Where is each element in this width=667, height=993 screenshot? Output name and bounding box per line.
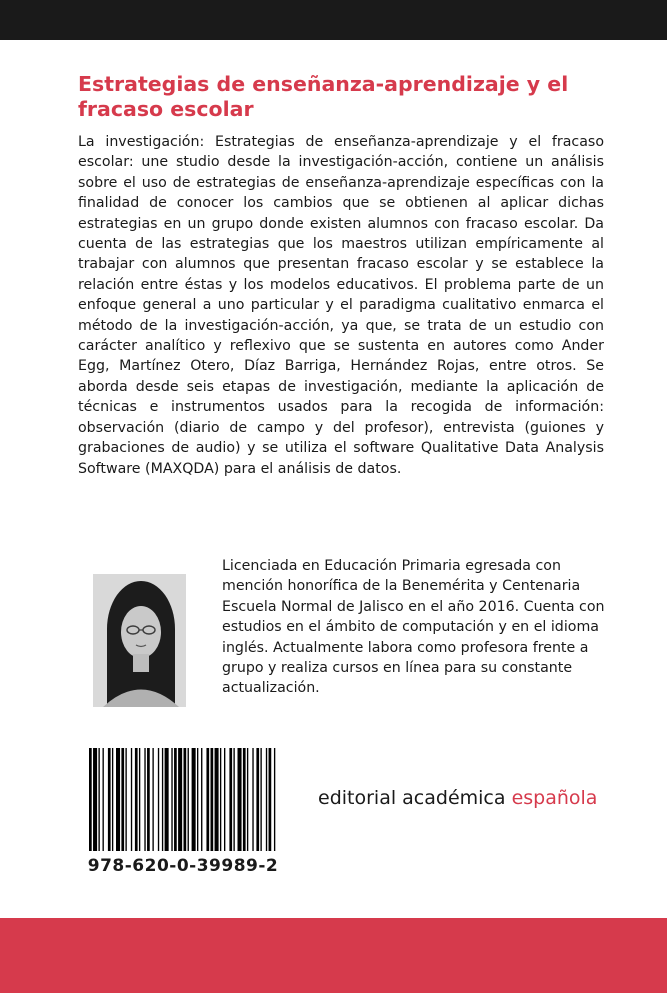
barcode-bar	[247, 748, 248, 851]
barcode-bar	[162, 748, 163, 851]
barcode-bar	[211, 748, 214, 851]
barcode-bar	[229, 748, 232, 851]
barcode-bar	[220, 748, 221, 851]
barcode-bar	[192, 748, 196, 851]
barcode-bar	[233, 748, 234, 851]
barcode-bar	[98, 748, 99, 851]
barcode-bar	[260, 748, 261, 851]
barcode-bar	[135, 748, 138, 851]
top-band	[0, 0, 667, 40]
barcode-bar	[274, 748, 275, 851]
barcode-bar	[269, 748, 272, 851]
barcode-bar	[188, 748, 189, 851]
barcode-bar	[125, 748, 126, 851]
barcode-bar	[165, 748, 169, 851]
barcode-bar	[266, 748, 267, 851]
barcode-bar	[147, 748, 150, 851]
barcode-bar	[112, 748, 113, 851]
barcode-bar	[144, 748, 145, 851]
barcode-bar	[152, 748, 153, 851]
barcode-bar	[158, 748, 159, 851]
barcode-bar	[201, 748, 202, 851]
barcode-bar	[243, 748, 246, 851]
abstract-text: La investigación: Estrategias de enseñanza-aprendizaje y el fracaso escolar: une studio desde la investigación-acción, contiene un análisis sobre el uso de estrategias de enseñanza-aprendizaje específicas con la finalidad de conocer los cambios que se obtienen al aplicar dichas estrategias en un grupo donde existen alumnos con fracaso escolar. Da cuenta de las estrategias que los maestros utilizan empíricamente al trabajar con alumnos que presentan fracaso escolar y se establece la relación entre éstas y los modelos educativos. El problema parte de un enfoque general a uno particular y el paradigma cualitativo enmarca el método de la investigación-acción, ya que, se trata de un estudio con carácter analítico y reflexivo que se sustenta en autores como Ander Egg, Martínez Otero, Díaz Barriga, Hernández Rojas, entre otros. Se aborda desde seis etapas de investigación, mediante la aplicación de técnicas e instrumentos usados para la recogida de información: observación (diario de campo y del profesor), entrevista (guiones y grabaciones de audio) y se utiliza el software Qualitative Data Analysis Software (MAXQDA) para el análisis de datos.	[78, 134, 604, 477]
barcode-bar	[238, 748, 242, 851]
barcode-bar	[224, 748, 225, 851]
publisher-name	[318, 787, 597, 809]
barcode-bar	[116, 748, 120, 851]
barcode-bar	[121, 748, 124, 851]
barcode-bar	[103, 748, 104, 851]
barcode-bar	[178, 748, 182, 851]
barcode-bar	[206, 748, 209, 851]
barcode-bar	[197, 748, 198, 851]
portrait-illustration	[93, 574, 186, 707]
publisher-accent-text: española	[511, 787, 598, 809]
isbn-barcode	[87, 748, 279, 851]
barcode-bar	[139, 748, 140, 851]
barcode-bar	[89, 748, 92, 851]
barcode-bar	[252, 748, 253, 851]
author-bio: Licenciada en Educación Primaria egresada con mención honorífica de la Benemérita y Centenaria Escuela Normal de Jalisco en el año 2016. Cuenta con estudios en el ámbito de computación y en el idioma inglés. Actualmente labora como profesora frente a grupo y realiza cursos en línea para su constante actualización.	[222, 558, 605, 697]
author-portrait	[93, 574, 186, 707]
book-title: Estrategias de enseñanza-aprendizaje y el fracaso escolar	[78, 72, 569, 121]
barcode-bar	[256, 748, 259, 851]
barcode-bar	[93, 748, 97, 851]
bottom-band	[0, 918, 667, 993]
barcode-bar	[215, 748, 219, 851]
barcode-bar	[184, 748, 187, 851]
isbn-number: 978-620-0-39989-2	[87, 856, 279, 876]
barcode-bar	[171, 748, 172, 851]
barcode-bar	[131, 748, 132, 851]
barcode-bar	[174, 748, 177, 851]
barcode-bar	[108, 748, 111, 851]
publisher-main-text: editorial académica	[318, 787, 512, 809]
